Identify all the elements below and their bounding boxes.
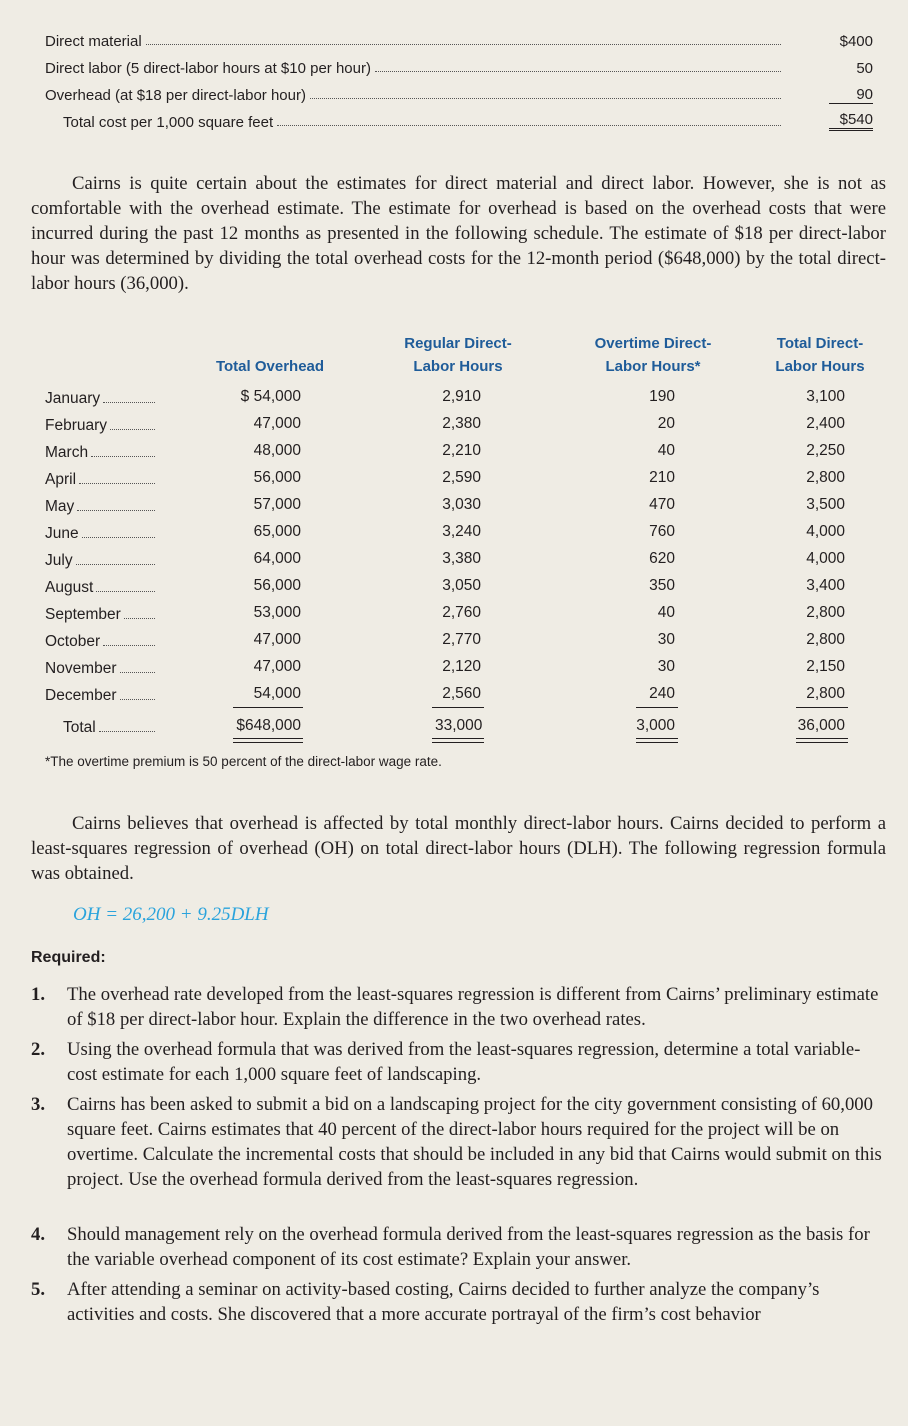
cell-overhead: 57,000 [253,496,301,513]
cell-overhead: 56,000 [253,577,301,594]
cell-total: 2,800 [806,469,845,486]
required-item-4 [31,1222,886,1272]
total-label: Total [63,719,96,736]
header-total-overhead: Total Overhead [215,358,325,375]
item-number: 2. [31,1039,46,1060]
cost-label: Direct labor (5 direct-labor hours at $10 per hour) [45,60,371,77]
cost-row-total [45,109,873,131]
underline [636,707,678,708]
leader-dots [310,98,781,99]
month-label: March [45,444,89,461]
cell-overhead: 64,000 [253,550,301,567]
cell-regular: 2,210 [442,442,481,459]
month-label: February [45,417,108,434]
cost-row-overhead [45,82,873,104]
cell-total: 2,250 [806,442,845,459]
cell-regular: 2,910 [442,388,481,405]
table-row [45,575,865,602]
month-label: December [45,687,117,704]
item-number: 1. [31,984,46,1005]
leader-dots [146,44,781,45]
cell-total: 4,000 [806,550,845,567]
month-label: August [45,579,94,596]
table-row [45,602,865,629]
cell-regular-total: 33,000 [435,717,483,734]
leader-dots [277,125,781,126]
cell-overhead: 53,000 [253,604,301,621]
table-footnote: *The overtime premium is 50 percent of the direct-labor wage rate. [45,754,442,769]
month-label: January [45,390,101,407]
table-row [45,440,865,467]
cell-total: 2,400 [806,415,845,432]
item-number: 5. [31,1279,46,1300]
required-item-3 [31,1092,886,1192]
cell-overhead: 47,000 [253,415,301,432]
cell-overhead: 48,000 [253,442,301,459]
cell-total: 2,150 [806,658,845,675]
cell-overtime: 30 [657,631,675,648]
cell-regular: 3,030 [442,496,481,513]
underline [233,707,303,708]
table-row [45,683,865,710]
table-row [45,467,865,494]
cost-label: Total cost per 1,000 square feet [63,114,274,131]
required-item-1 [31,982,886,1032]
cell-total: 2,800 [806,685,845,702]
double-underline [636,738,678,743]
cost-value: $400 [839,33,873,50]
leader-dots [375,71,781,72]
cost-row-labor [45,55,873,77]
required-item-2 [31,1037,886,1087]
item-number: 4. [31,1224,46,1245]
cell-total: 4,000 [806,523,845,540]
cell-total-total: 36,000 [797,717,845,734]
month-label: May [45,498,75,515]
cost-label: Direct material [45,33,142,50]
cell-overtime: 20 [657,415,675,432]
header-overtime-line1: Overtime Direct- [594,335,712,352]
cell-overtime: 240 [649,685,675,702]
table-row [45,548,865,575]
cost-value: $540 [829,111,873,131]
cell-regular: 2,120 [442,658,481,675]
cell-overtime-total: 3,000 [636,717,675,734]
item-text: Using the overhead formula that was derived from the least-squares regression, determine a total variable-cost estimate for each 1,000 square feet of landscaping. [67,1039,861,1085]
month-label: September [45,606,121,623]
cell-regular: 3,050 [442,577,481,594]
double-underline [432,738,484,743]
item-number: 3. [31,1094,46,1115]
paragraph-regression [31,811,886,886]
cell-overhead-total: $648,000 [236,717,301,734]
table-row [45,494,865,521]
cell-regular: 3,240 [442,523,481,540]
paragraph-overhead-estimate [31,171,886,296]
cell-total: 3,100 [806,388,845,405]
cell-overtime: 210 [649,469,675,486]
cell-overtime: 40 [657,442,675,459]
regression-formula: OH = 26,200 + 9.25DLH [73,904,269,925]
underline [796,707,848,708]
cell-total: 2,800 [806,631,845,648]
item-text: Cairns has been asked to submit a bid on a landscaping project for the city government consisting of 60,000 square feet. Cairns estimates that 40 percent of the direct-labor hours required for the project will be on overtime. Calculate the incremental costs that should be included in any bid that Cairns would submit on this project. Use the overhead formula derived from the least-squares regression. [67,1094,882,1190]
month-label: October [45,633,101,650]
table-row [45,521,865,548]
cell-overtime: 470 [649,496,675,513]
month-label: July [45,552,73,569]
cell-total: 3,400 [806,577,845,594]
cell-regular: 2,770 [442,631,481,648]
cell-overtime: 40 [657,604,675,621]
header-regular-line2: Labor Hours [413,358,503,375]
month-label: June [45,525,79,542]
cost-row-material [45,28,873,50]
cell-overtime: 760 [649,523,675,540]
cost-value: 50 [856,60,873,77]
header-total-line2: Labor Hours [775,358,865,375]
cell-regular: 2,760 [442,604,481,621]
cost-value: 90 [829,86,873,104]
cell-overhead: $ 54,000 [240,388,301,405]
cell-overhead: 47,000 [253,631,301,648]
cell-regular: 2,380 [442,415,481,432]
cell-overtime: 350 [649,577,675,594]
cell-overtime: 30 [657,658,675,675]
cell-overhead: 54,000 [253,685,301,702]
cost-label: Overhead (at $18 per direct-labor hour) [45,87,306,104]
cell-regular: 2,590 [442,469,481,486]
month-label: April [45,471,77,488]
double-underline [796,738,848,743]
required-heading: Required: [31,949,106,966]
header-overtime-line2: Labor Hours* [605,358,701,375]
item-text: The overhead rate developed from the least-squares regression is different from Cairns’ preliminary estimate of $18 per direct-labor hour. Explain the difference in the two overhead rates. [67,984,879,1030]
cell-overtime: 190 [649,388,675,405]
paragraph-text: Cairns is quite certain about the estimates for direct material and direct labor. However, she is not as comfortable with the overhead estimate. The estimate for overhead is based on the overhead costs that were incurred during the past 12 months as presented in the following schedule. The estimate of $18 per direct-labor hour was determined by dividing the total overhead costs for the 12-month period ($648,000) by the total direct-labor hours (36,000). [31,173,886,294]
item-text: Should management rely on the overhead formula derived from the least-squares regression as the basis for the variable overhead component of its cost estimate? Explain your answer. [67,1224,870,1270]
table-row [45,629,865,656]
cell-overhead: 47,000 [253,658,301,675]
cell-overhead: 65,000 [253,523,301,540]
table-row [45,386,865,413]
cell-overhead: 56,000 [253,469,301,486]
cell-total: 3,500 [806,496,845,513]
cell-regular: 3,380 [442,550,481,567]
header-regular-line1: Regular Direct- [404,335,512,352]
header-total-line1: Total Direct- [776,335,864,352]
item-text: After attending a seminar on activity-based costing, Cairns decided to further analyze the company’s activities and costs. She discovered that a more accurate portrayal of the firm’s cost behavior [67,1279,820,1325]
cell-overtime: 620 [649,550,675,567]
underline [432,707,484,708]
double-underline [233,738,303,743]
required-item-5 [31,1277,886,1327]
table-row [45,656,865,683]
cell-total: 2,800 [806,604,845,621]
paragraph-text: Cairns believes that overhead is affected by total monthly direct-labor hours. Cairns decided to perform a least-squares regression of overhead (OH) on total direct-labor hours (DLH). The following regression formula was obtained. [31,813,886,884]
month-label: November [45,660,117,677]
cell-regular: 2,560 [442,685,481,702]
table-row [45,413,865,440]
